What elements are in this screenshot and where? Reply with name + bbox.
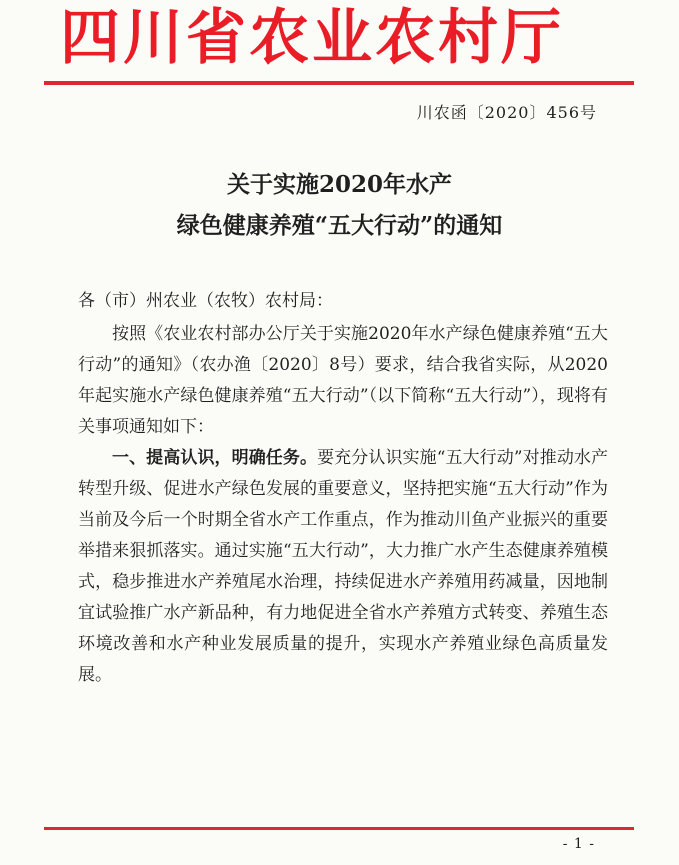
salutation: 各（市）州农业（农牧）农村局：: [78, 291, 333, 311]
document-title-line-2: 绿色健康养殖“五大行动”的通知: [176, 212, 503, 239]
footer-red-rule: [44, 827, 634, 830]
paragraph-intro-text: 按照《农业农村部办公厅关于实施2020年水产绿色健康养殖“五大行动”的通知》（农办渔〔2020〕8号）要求，结合我省实际，从2020年起实施水产绿色健康养殖“五大行动”（以下简称“五大行动”），现将有关事项通知如下：: [78, 324, 608, 437]
masthead-title: 四川省农业农村厅: [60, 3, 564, 73]
document-title-line-1: 关于实施2020年水产: [226, 171, 452, 198]
document-body: [78, 319, 608, 691]
section-1-heading: 一、提高认识，明确任务。: [112, 448, 318, 468]
section-1-text: 要充分认识实施“五大行动”对推动水产转型升级、促进水产绿色发展的重要意义，坚持把实施“五大行动”作为当前及今后一个时期全省水产工作重点，作为推动川鱼产业振兴的重要举措来狠抓落实。通过实施“五大行动”，大力推广水产生态健康养殖模式，稳步推进水产养殖尾水治理，持续促进水产养殖用药减量，因地制宜试验推广水产新品种，有力地促进全省水产养殖方式转变、养殖生态环境改善和水产种业发展质量的提升，实现水产养殖业绿色高质量发展。: [78, 448, 609, 685]
paragraph-section-1: [78, 443, 608, 691]
masthead-red-rule: [44, 81, 634, 85]
page-number: - 1 -: [562, 836, 595, 852]
paragraph-intro: [78, 319, 608, 443]
document-number: 川农函〔2020〕456号: [416, 103, 597, 122]
